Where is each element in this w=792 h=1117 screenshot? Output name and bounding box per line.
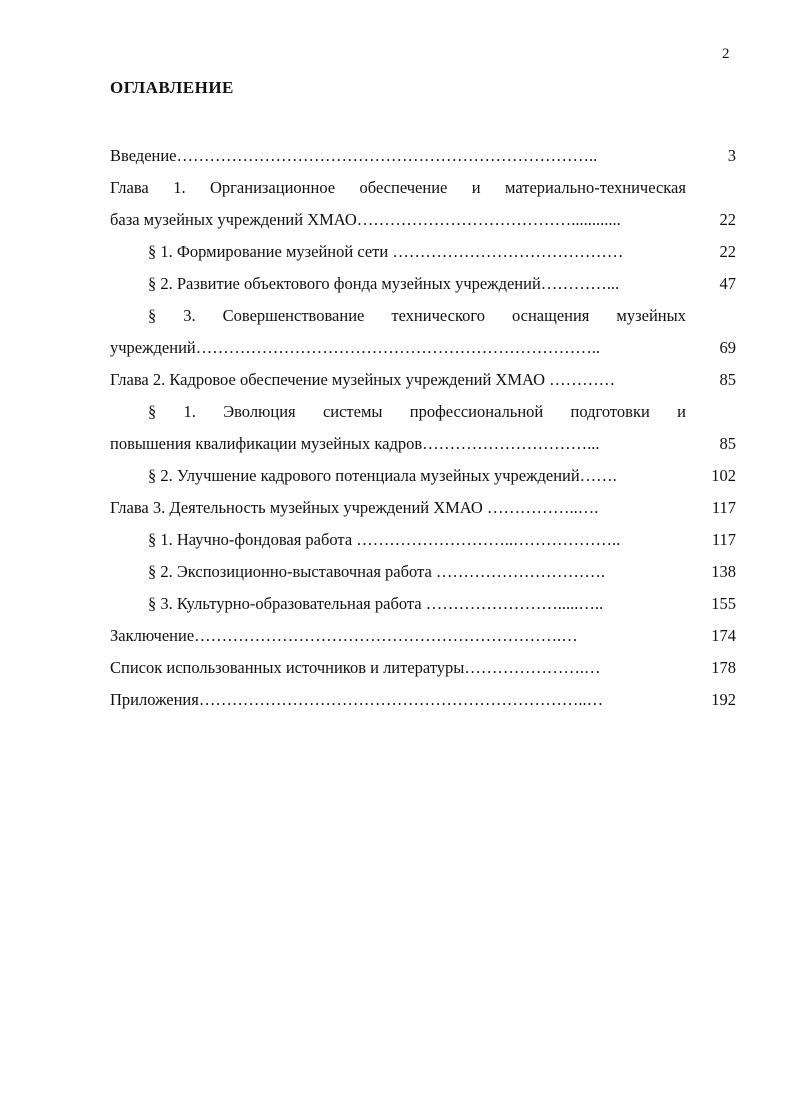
toc-entry-conclusion <box>110 620 736 652</box>
toc-entry-page: 85 <box>719 434 736 453</box>
toc-word: и <box>677 402 686 421</box>
toc-entry-title: § 2. Улучшение кадрового потенциала музейных учреждений……. <box>148 466 617 485</box>
toc-word: музейных <box>616 306 686 325</box>
toc-word: Глава <box>110 178 149 197</box>
toc-entry-section-3-3 <box>148 588 736 620</box>
toc-word: 1. <box>183 402 196 421</box>
toc-word: подготовки <box>570 402 650 421</box>
toc-entry-title: Введение………………………………………………………………….. <box>110 146 598 165</box>
toc-word: и <box>471 178 481 197</box>
toc-word: § <box>148 306 157 325</box>
toc-word: 1. <box>173 178 186 197</box>
toc-entry-page: 47 <box>719 274 736 293</box>
table-of-contents <box>110 140 736 716</box>
toc-entry-section-2-1 <box>148 396 736 428</box>
toc-entry-title: повышения квалификации музейных кадров…………………………... <box>110 434 600 453</box>
toc-entry-section-1-3 <box>148 300 736 332</box>
page-number: 2 <box>722 46 730 62</box>
toc-word: профессиональной <box>409 402 544 421</box>
toc-entry-intro <box>110 140 736 172</box>
toc-word: Совершенствование <box>222 306 365 325</box>
toc-word: § <box>148 402 157 421</box>
toc-entry-page: 174 <box>711 626 736 645</box>
toc-entry-section-2-2 <box>148 460 736 492</box>
toc-word: технического <box>391 306 485 325</box>
toc-entry-title: Глава 2. Кадровое обеспечение музейных учреждений ХМАО ………… <box>110 370 616 389</box>
toc-entry-section-2-1-cont <box>110 428 736 460</box>
toc-entry-page: 117 <box>711 530 736 549</box>
toc-entry-title: Приложения……………………………………………………………..… <box>110 690 604 709</box>
toc-entry-appendix <box>110 684 736 716</box>
page-title: ОГЛАВЛЕНИЕ <box>110 78 234 97</box>
toc-entry-page: 22 <box>719 242 736 261</box>
toc-entry-page: 22 <box>719 210 736 229</box>
toc-word: Эволюция <box>223 402 296 421</box>
toc-word: материально-техническая <box>505 178 686 197</box>
toc-entry-title: § 2. Развитие объектового фонда музейных учреждений…………... <box>148 274 620 293</box>
toc-entry-page: 192 <box>711 690 736 709</box>
toc-entry-section-3-2 <box>148 556 736 588</box>
toc-entry-title: Заключение………………………………………………………….… <box>110 626 578 645</box>
toc-entry-section-1-1 <box>148 236 736 268</box>
toc-entry-page: 3 <box>727 146 736 165</box>
toc-word: системы <box>322 402 383 421</box>
toc-word: оснащения <box>511 306 590 325</box>
toc-entry-page: 69 <box>719 338 736 357</box>
toc-word: 3. <box>183 306 196 325</box>
toc-entry-page: 155 <box>711 594 736 613</box>
toc-entry-title: § 3. Культурно-образовательная работа …………………….....….. <box>148 594 604 613</box>
toc-entry-page: 138 <box>711 562 736 581</box>
toc-entry-page: 117 <box>711 498 736 517</box>
toc-word: Организационное <box>209 178 336 197</box>
toc-entry-section-1-2 <box>148 268 736 300</box>
toc-entry-sources <box>110 652 736 684</box>
toc-entry-section-1-3-cont <box>110 332 736 364</box>
toc-entry-section-3-1 <box>148 524 736 556</box>
toc-entry-page: 102 <box>711 466 736 485</box>
toc-entry-chapter-3 <box>110 492 736 524</box>
toc-entry-page: 85 <box>719 370 736 389</box>
toc-entry-title: Список использованных источников и литературы………………….… <box>110 658 601 677</box>
toc-entry-chapter-1 <box>110 172 736 204</box>
toc-entry-chapter-1-cont <box>110 204 736 236</box>
toc-entry-title: база музейных учреждений ХМАО…………………………………............ <box>110 210 621 229</box>
toc-entry-title: § 1. Научно-фондовая работа ………………………..……………….. <box>148 530 621 549</box>
toc-entry-title: учреждений……………………………………………………………….. <box>110 338 600 357</box>
toc-entry-page: 178 <box>711 658 736 677</box>
toc-entry-title: § 1. Формирование музейной сети …………………………………… <box>148 242 624 261</box>
toc-word: обеспечение <box>359 178 448 197</box>
toc-entry-chapter-2 <box>110 364 736 396</box>
toc-entry-title: § 2. Экспозиционно-выставочная работа …………………………. <box>148 562 606 581</box>
toc-entry-title: Глава 3. Деятельность музейных учреждений ХМАО ……………..…. <box>110 498 599 517</box>
